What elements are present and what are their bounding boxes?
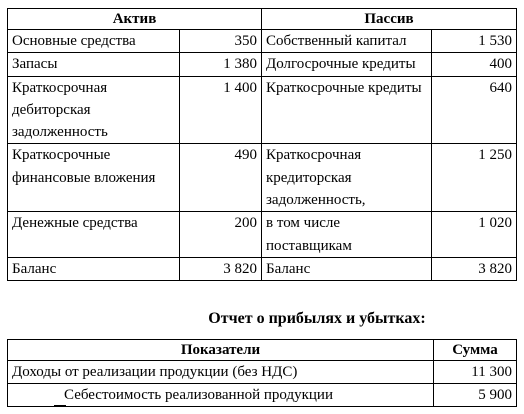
table-row: [8, 76, 517, 144]
asset-label: Запасы: [8, 53, 180, 76]
asset-label: Основные средства: [8, 30, 180, 53]
asset-value: 1 380: [180, 53, 262, 76]
indicator-header: Показатели: [8, 340, 434, 361]
asset-value: 200: [180, 212, 262, 258]
asset-label: Баланс: [8, 257, 180, 280]
asset-value: 490: [180, 144, 262, 212]
asset-value: 350: [180, 30, 262, 53]
asset-label: Краткосрочная дебиторская задолженность: [8, 76, 180, 144]
liability-value: 400: [432, 53, 517, 76]
liabilities-header: Пассив: [262, 9, 517, 30]
asset-label: Денежные средства: [8, 212, 180, 258]
pl-value: 5 900: [434, 384, 517, 407]
amount-header: Сумма: [434, 340, 517, 361]
liability-label: в том числе поставщикам: [262, 212, 432, 258]
asset-value: 3 820: [180, 257, 262, 280]
balance-sheet-table: [7, 8, 517, 281]
table-row: [8, 257, 517, 280]
assets-header: Актив: [8, 9, 262, 30]
table-row: [8, 212, 517, 258]
liability-value: 1 530: [432, 30, 517, 53]
table-row: [8, 361, 517, 384]
pl-value: 11 300: [434, 361, 517, 384]
table-row: [8, 144, 517, 212]
pl-title: Отчет о прибылях и убытках:: [208, 310, 426, 327]
liability-label: Краткосрочные кредиты: [262, 76, 432, 144]
profit-loss-table: [7, 339, 517, 407]
balance-header-row: [8, 9, 517, 30]
table-row: [8, 53, 517, 76]
liability-label: Краткосрочная кредиторская задолженность,: [262, 144, 432, 212]
asset-value: 1 400: [180, 76, 262, 144]
liability-value: 1 020: [432, 212, 517, 258]
table-row: [8, 30, 517, 53]
liability-label: Собственный капитал: [262, 30, 432, 53]
liability-value: 640: [432, 76, 517, 144]
pl-header-row: [8, 340, 517, 361]
pl-label: Доходы от реализации продукции (без НДС): [8, 361, 434, 384]
liability-label: Долгосрочные кредиты: [262, 53, 432, 76]
liability-value: 3 820: [432, 257, 517, 280]
asset-label: Краткосрочные финансовые вложения: [8, 144, 180, 212]
liability-label: Баланс: [262, 257, 432, 280]
liability-value: 1 250: [432, 144, 517, 212]
table-row: [8, 384, 517, 407]
pl-label: Себестоимость реализованной продукции: [8, 384, 434, 407]
